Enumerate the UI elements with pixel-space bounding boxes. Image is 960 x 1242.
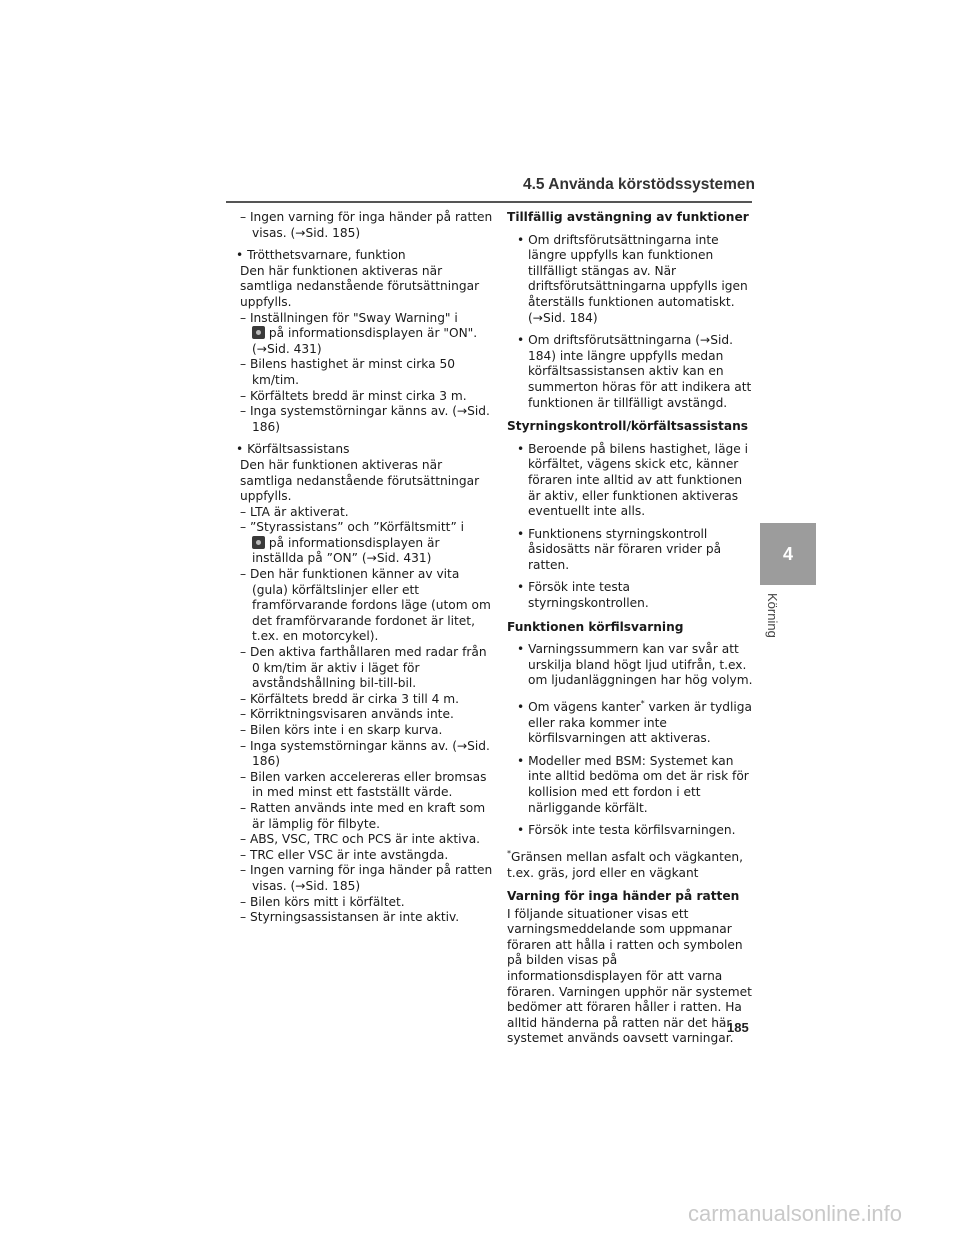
chapter-label-text: Körning (765, 593, 780, 638)
footnote (507, 846, 753, 881)
settings-icon (252, 536, 265, 549)
list-item: – Körfältets bredd är minst cirka 3 m. (240, 388, 467, 403)
paragraph: Den här funktionen aktiveras när samtliga nedanstående förutsättningar uppfylls. (240, 457, 480, 504)
list-item: – LTA är aktiverat. (240, 504, 349, 519)
right-column (507, 210, 753, 1047)
bullet-item: • Modeller med BSM: Systemet kan inte alltid bedöma om det är risk för kollision med ett fordon i ett närliggande körfält. (517, 753, 749, 815)
footnote-marker: * (507, 848, 511, 858)
list-item (226, 520, 494, 567)
list-item: – Bilen körs mitt i körfältet. (240, 894, 405, 909)
footnote-marker: * (640, 699, 645, 709)
bullet-item: • Funktionens styrningskontroll åsidosätts när föraren vrider på ratten. (517, 526, 722, 572)
bullet-item: • Varningssummern kan var svår att urskilja bland högt ljud utifrån, t.ex. om ljudanläggningen har hög volym. (517, 642, 753, 688)
paragraph: I följande situationer visas ett varningsmeddelande som uppmanar föraren att hålla i ratten och symbolen på bilden visas på informationsdisplayen för att varna föraren. Varningen upphör när systemet bedömer att föraren håller i ratten. Ha alltid händerna på ratten när det här systemet används oavsett varningar. (507, 906, 752, 1046)
bullet-item: • Om driftsförutsättningarna inte längre uppfylls kan funktionen tillfälligt stängas av. När driftsförutsättningarna uppfylls igen återställs funktionen automatiskt. (→Sid. 184) (517, 232, 748, 325)
bullet-text: • Om vägens kanter (517, 700, 641, 715)
left-column (226, 210, 494, 926)
bullet-item (507, 696, 753, 747)
section-header: 4.5 Använda körstödssystemen (523, 176, 756, 193)
list-item-text: – Inställningen för "Sway Warning" i (240, 310, 458, 325)
paragraph: Den här funktionen aktiveras när samtliga nedanstående förutsättningar uppfylls. (240, 263, 480, 309)
bullet-item: • Försök inte testa körfilsvarningen. (517, 823, 736, 838)
footnote-text: Gränsen mellan asfalt och vägkanten, t.ex. gräs, jord eller en vägkant (507, 849, 744, 880)
list-item (226, 311, 494, 358)
bullet-item: • Om driftsförutsättningarna (→Sid. 184) inte längre uppfylls medan körfältsassistansen aktiv kan en summerton höras för att indikera att funktionen är tillfälligt avstängd. (517, 333, 752, 410)
list-item: – Inga systemstörningar känns av. (→Sid. 186) (240, 404, 490, 434)
header-rule (226, 201, 752, 203)
subheading: Styrningskontroll/körfältsassistans (507, 419, 748, 434)
subheading: Varning för inga händer på ratten (507, 889, 740, 904)
list-item: – Körriktningsvisaren används inte. (240, 707, 454, 722)
settings-icon (252, 326, 265, 339)
chapter-tab: 4 (760, 523, 816, 585)
list-item: – Körfältets bredd är cirka 3 till 4 m. (240, 691, 460, 706)
bullet-fatigue: • Trötthetsvarnare, funktion (236, 248, 406, 263)
list-item: – Den här funktionen känner av vita (gula) körfältslinjer eller ett framförvarande fordons läge (utom om det framförvarande fordonet är litet, t.ex. en motorcykel). (240, 567, 491, 644)
list-item: – Ingen varning för inga händer på ratten visas. (→Sid. 185) (240, 210, 493, 240)
list-item: – Bilen körs inte i en skarp kurva. (240, 723, 443, 737)
subheading: Funktionen körfilsvarning (507, 619, 684, 634)
list-item-text: på informationsdisplayen är "ON". (→Sid. 431) (252, 326, 478, 356)
list-item-text: på informationsdisplayen är inställda på ”ON” (→Sid. 431) (252, 535, 440, 566)
subheading: Tillfällig avstängning av funktioner (507, 210, 749, 224)
list-item-text: – ”Styrassistans” och ”Körfältsmitt” i (240, 520, 465, 535)
list-item: – ABS, VSC, TRC och PCS är inte aktiva. (240, 832, 481, 847)
page-number: 185 (727, 1020, 749, 1035)
bullet-text: varken är tydliga eller raka kommer inte körfilsvarningen att aktiveras. (528, 700, 752, 746)
list-item: – Ratten används inte med en kraft som är lämplig för filbyte. (240, 800, 486, 831)
list-item: – TRC eller VSC är inte avstängda. (240, 847, 449, 862)
chapter-label (766, 593, 782, 653)
list-item: – Bilens hastighet är minst cirka 50 km/tim. (240, 357, 455, 387)
watermark: carmanualsonline.info (688, 1201, 903, 1226)
list-item: – Inga systemstörningar känns av. (→Sid. 186) (240, 738, 490, 769)
list-item: – Den aktiva farthållaren med radar från 0 km/tim är aktiv i läget för avståndshållning bil-till-bil. (240, 645, 487, 691)
list-item: – Ingen varning för inga händer på ratten visas. (→Sid. 185) (240, 863, 493, 893)
bullet-item: • Försök inte testa styrningskontrollen. (517, 580, 649, 611)
bullet-lane-assist: • Körfältsassistans (236, 442, 350, 457)
bullet-item: • Beroende på bilens hastighet, läge i körfältet, vägens skick etc, känner föraren inte alltid av att funktionen är aktiv, eller funktionen aktiveras eventuellt inte alls. (517, 441, 749, 519)
list-item: – Bilen varken accelereras eller bromsas in med minst ett fastställt värde. (240, 769, 487, 800)
list-item: – Styrningsassistansen är inte aktiv. (240, 910, 460, 925)
